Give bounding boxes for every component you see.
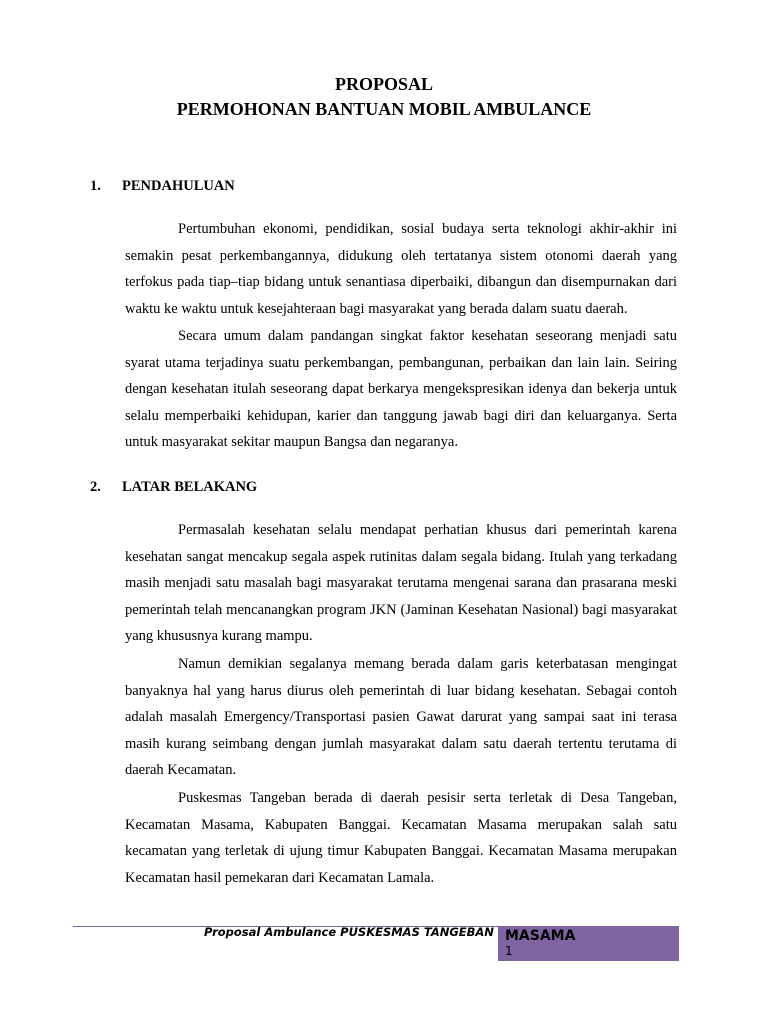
section-title: LATAR BELAKANG	[122, 479, 258, 495]
footer-page-box	[498, 926, 679, 961]
section-heading-pendahuluan	[90, 177, 235, 195]
paragraph: Namun demikian segalanya memang berada dalam garis keterbatasan mengingat banyaknya hal yang harus diurus oleh pemerintah di luar bidang kesehatan. Sebagai contoh adalah masalah Emergency/Transportasi pasien Gawat darurat yang sampai saat ini terasa masih kurang seimbang dengan jumlah masyarakat dalam satu daerah tertentu terutama di daerah Kecamatan.	[125, 656, 677, 779]
paragraph: Secara umum dalam pandangan singkat faktor kesehatan seseorang menjadi satu syarat utama terjadinya suatu perkembangan, pembangunan, perbaikan dan lain lain. Seiring dengan kesehatan itulah seseorang dapat berkarya mengekspresikan idenya dan bekerja untuk selalu memperbaiki kehidupan, karier dan tanggung jawab bagi diri dan keluarganya. Serta untuk masyarakat sekitar maupun Bangsa dan negaranya.	[125, 328, 677, 451]
document-title: PROPOSAL	[334, 74, 433, 94]
section-number: 2.	[90, 479, 101, 495]
paragraph: Permasalah kesehatan selalu mendapat perhatian khusus dari pemerintah karena kesehatan sangat mencakup segala aspek rutinitas dalam segala bidang. Itulah yang terkadang masih menjadi satu masalah bagi masyarakat terutama mengenai sarana dan prasarana meski pemerintah telah mencanangkan program JKN (Jaminan Kesehatan Nasional) bagi masyarakat yang khususnya kurang mampu.	[125, 522, 677, 645]
section-heading-latar-belakang	[90, 478, 257, 496]
paragraph: Pertumbuhan ekonomi, pendidikan, sosial budaya serta teknologi akhir-akhir ini semakin pesat perkembangannya, didukung oleh tertatanya sistem otonomi daerah yang terfokus pada tiap–tiap bidang untuk senantiasa diperbaiki, dibangun dan disempurnakan dari waktu ke waktu untuk kesejahteraan bagi masyarakat yang berada dalam suatu daerah.	[125, 221, 677, 317]
paragraph: Puskesmas Tangeban berada di daerah pesisir serta terletak di Desa Tangeban, Kecamatan Masama, Kabupaten Banggai. Kecamatan Masama merupakan salah satu kecamatan yang terletak di ujung timur Kabupaten Banggai. Kecamatan Masama merupakan Kecamatan hasil pemekaran dari Kecamatan Lamala.	[125, 790, 677, 886]
section-title: PENDAHULUAN	[122, 178, 235, 194]
document-subtitle: PERMOHONAN BANTUAN MOBIL AMBULANCE	[176, 99, 592, 119]
footer-text: Proposal Ambulance PUSKESMAS TANGEBAN	[204, 925, 494, 939]
footer-district: MASAMA	[505, 928, 576, 944]
section-number: 1.	[90, 178, 101, 194]
page-number: 1	[505, 944, 513, 958]
